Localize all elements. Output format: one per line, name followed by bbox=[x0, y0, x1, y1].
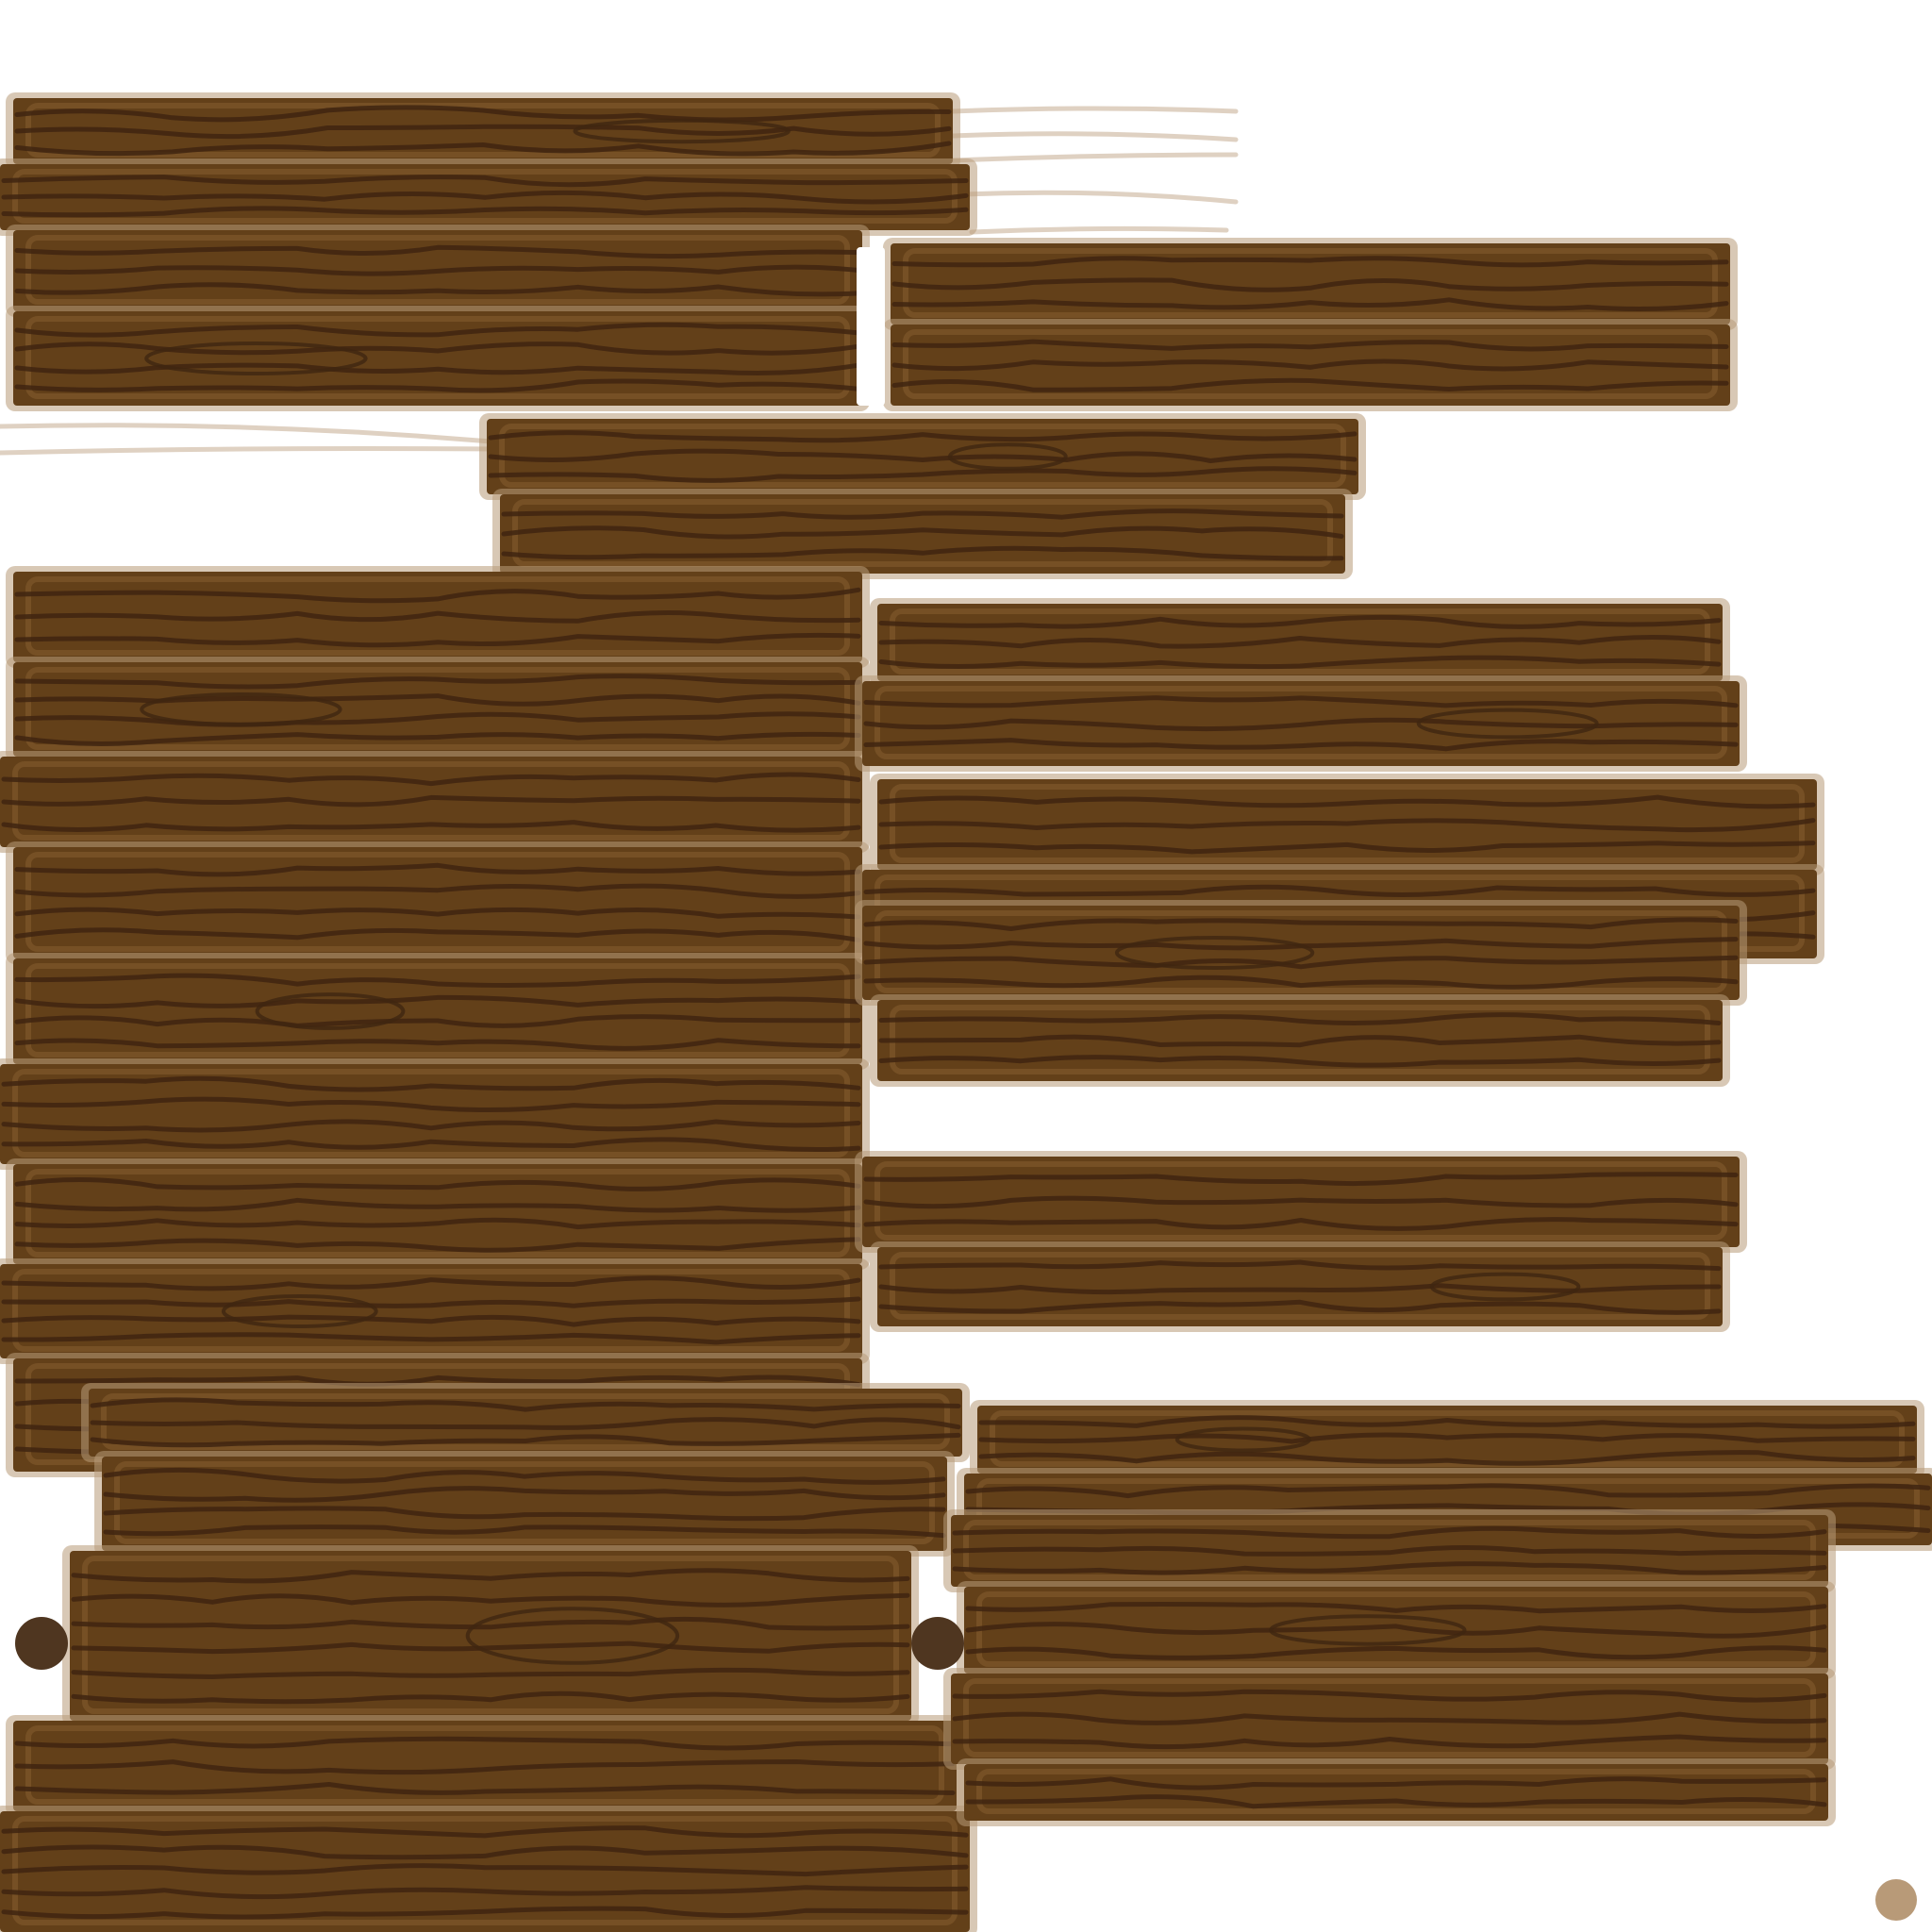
plank-tile bbox=[0, 751, 870, 853]
sketch-streak bbox=[962, 192, 1236, 202]
plank-tile bbox=[6, 566, 870, 668]
plank-tile bbox=[62, 1545, 919, 1726]
nail-head bbox=[911, 1617, 964, 1670]
plank-tile bbox=[943, 1509, 1836, 1592]
plank-tile bbox=[0, 158, 977, 236]
plank-tile bbox=[0, 1806, 977, 1932]
plank-gap bbox=[857, 247, 885, 406]
plank-tile bbox=[81, 1383, 970, 1462]
plank-tile bbox=[870, 994, 1730, 1087]
plank-tile bbox=[883, 319, 1738, 411]
plank-tile bbox=[870, 598, 1730, 687]
plank-tile bbox=[957, 1758, 1836, 1826]
plank-tile bbox=[855, 900, 1747, 1006]
plank-tile bbox=[855, 1151, 1747, 1253]
plank-body bbox=[13, 958, 862, 1064]
sketch-streak bbox=[0, 449, 491, 454]
sketch-streak bbox=[972, 228, 1226, 232]
sketch-streak bbox=[953, 134, 1236, 140]
plank-tile bbox=[0, 1058, 870, 1170]
plank-tile bbox=[970, 1400, 1924, 1479]
nail-head bbox=[15, 1617, 68, 1670]
plank-tile bbox=[94, 1451, 955, 1557]
plank-tile bbox=[6, 225, 870, 317]
plank-tile bbox=[870, 1241, 1730, 1332]
plank-tile bbox=[479, 413, 1366, 500]
plank-tile bbox=[6, 841, 870, 964]
plank-tiles bbox=[0, 92, 1932, 1932]
sketch-streak bbox=[0, 425, 491, 441]
plank-tile bbox=[6, 306, 870, 411]
plank-tile bbox=[6, 1715, 964, 1817]
plank-tile bbox=[0, 1258, 870, 1364]
plank-tile bbox=[6, 953, 870, 1070]
plank-tile bbox=[855, 675, 1747, 772]
sketch-streak bbox=[953, 108, 1236, 111]
plank-tile bbox=[492, 489, 1353, 579]
paint-dot bbox=[1875, 1879, 1917, 1921]
plank-tile bbox=[883, 238, 1738, 330]
plank-tile bbox=[957, 1581, 1836, 1679]
plank-body bbox=[964, 1587, 1828, 1674]
plank-tile bbox=[870, 774, 1824, 875]
plank-body bbox=[13, 1721, 957, 1811]
plank-tile bbox=[6, 1158, 870, 1270]
plank-tile bbox=[6, 657, 870, 762]
sketch-streak bbox=[953, 155, 1236, 160]
plank-tile bbox=[943, 1668, 1836, 1770]
plank-tile bbox=[6, 92, 960, 170]
